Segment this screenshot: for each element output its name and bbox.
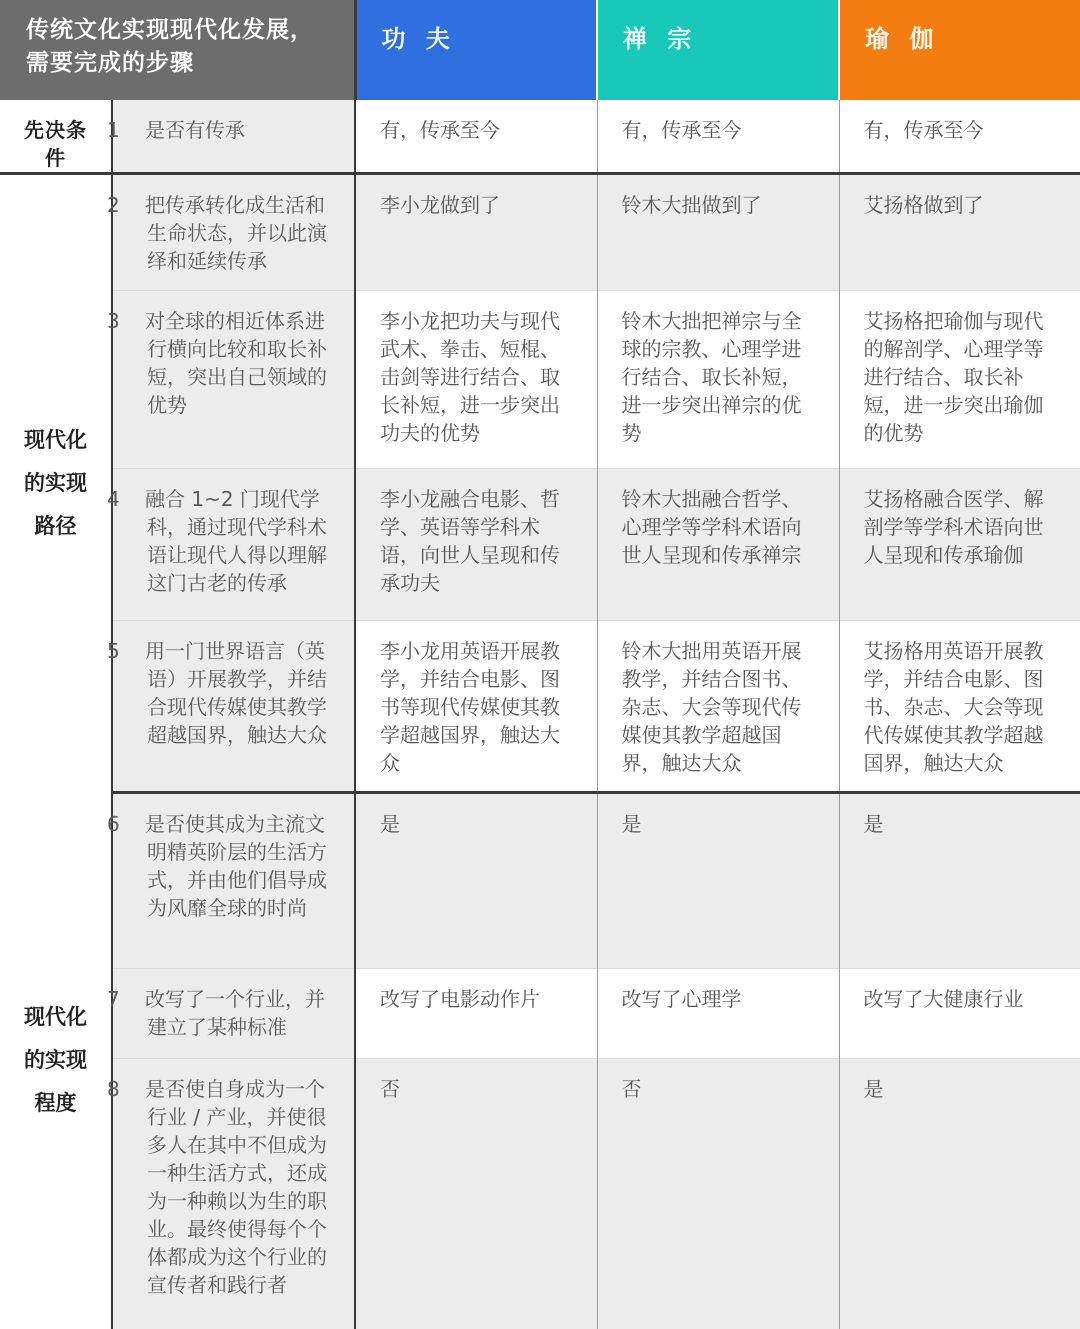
header-kungfu: 功 夫 [355, 0, 597, 100]
kungfu-cell: 李小龙用英语开展教学，并结合电影、图书等现代传媒使其教学超越国界，触达大众 [355, 621, 597, 793]
table-row [0, 1059, 1080, 1329]
zen-cell: 否 [597, 1059, 839, 1329]
zen-cell: 铃木大拙做到了 [597, 174, 839, 291]
step-cell: 2 把传承转化成生活和生命状态，并以此演绎和延续传承 [112, 174, 355, 291]
kungfu-cell: 李小龙做到了 [355, 174, 597, 291]
yoga-cell: 艾扬格做到了 [839, 174, 1080, 291]
yoga-cell: 艾扬格融合医学、解剖学等学科术语向世人呈现和传承瑜伽 [839, 469, 1080, 621]
zen-cell: 铃木大拙把禅宗与全球的宗教、心理学进行结合、取长补短，进一步突出禅宗的优势 [597, 291, 839, 469]
zen-cell: 改写了心理学 [597, 969, 839, 1059]
kungfu-cell: 是 [355, 793, 597, 969]
yoga-cell: 改写了大健康行业 [839, 969, 1080, 1059]
yoga-cell: 是 [839, 793, 1080, 969]
zen-cell: 铃木大拙用英语开展教学，并结合图书、杂志、大会等现代传媒使其教学超越国界，触达大众 [597, 621, 839, 793]
header-yoga: 瑜 伽 [839, 0, 1080, 100]
kungfu-cell: 改写了电影动作片 [355, 969, 597, 1059]
table-row [0, 793, 1080, 969]
zen-cell: 铃木大拙融合哲学、心理学等学科术语向世人呈现和传承禅宗 [597, 469, 839, 621]
header-corner: 传统文化实现现代化发展，需要完成的步骤 [0, 0, 355, 100]
yoga-cell: 艾扬格把瑜伽与现代的解剖学、心理学等进行结合、取长补短，进一步突出瑜伽的优势 [839, 291, 1080, 469]
yoga-cell: 有，传承至今 [839, 100, 1080, 174]
table-row [0, 969, 1080, 1059]
table-row [0, 291, 1080, 469]
kungfu-cell: 有，传承至今 [355, 100, 597, 174]
yoga-cell: 是 [839, 1059, 1080, 1329]
table-row [0, 469, 1080, 621]
yoga-cell: 艾扬格用英语开展教学，并结合电影、图书、杂志、大会等现代传媒使其教学超越国界，触达大众 [839, 621, 1080, 793]
header-row [0, 0, 1080, 100]
kungfu-cell: 李小龙融合电影、哲学、英语等学科术语，向世人呈现和传承功夫 [355, 469, 597, 621]
kungfu-cell: 李小龙把功夫与现代武术、拳击、短棍、击剑等进行结合、取长补短，进一步突出功夫的优势 [355, 291, 597, 469]
kungfu-cell: 否 [355, 1059, 597, 1329]
table-row [0, 174, 1080, 291]
table-row [0, 100, 1080, 174]
step-cell: 8 是否使自身成为一个行业 / 产业，并使很多人在其中不但成为一种生活方式，还成为一种赖以为生的职业。最终使得每个个体都成为这个行业的宣传者和践行者 [112, 1059, 355, 1329]
table-row [0, 621, 1080, 793]
zen-cell: 有，传承至今 [597, 100, 839, 174]
step-cell: 4 融合 1~2 门现代学科，通过现代学科术语让现代人得以理解这门古老的传承 [112, 469, 355, 621]
step-cell: 1 是否有传承 [112, 100, 355, 174]
step-cell: 7 改写了一个行业，并建立了某种标准 [112, 969, 355, 1059]
step-cell: 3 对全球的相近体系进行横向比较和取长补短，突出自己领域的优势 [112, 291, 355, 469]
group-degree: 现代化的实现程度 [0, 793, 112, 1329]
header-zen: 禅 宗 [597, 0, 839, 100]
step-cell: 6 是否使其成为主流文明精英阶层的生活方式，并由他们倡导成为风靡全球的时尚 [112, 793, 355, 969]
step-cell: 5 用一门世界语言（英语）开展教学，并结合现代传媒使其教学超越国界，触达大众 [112, 621, 355, 793]
zen-cell: 是 [597, 793, 839, 969]
group-path: 现代化的实现路径 [0, 174, 112, 793]
group-prerequisite: 先决条件 [0, 100, 112, 174]
